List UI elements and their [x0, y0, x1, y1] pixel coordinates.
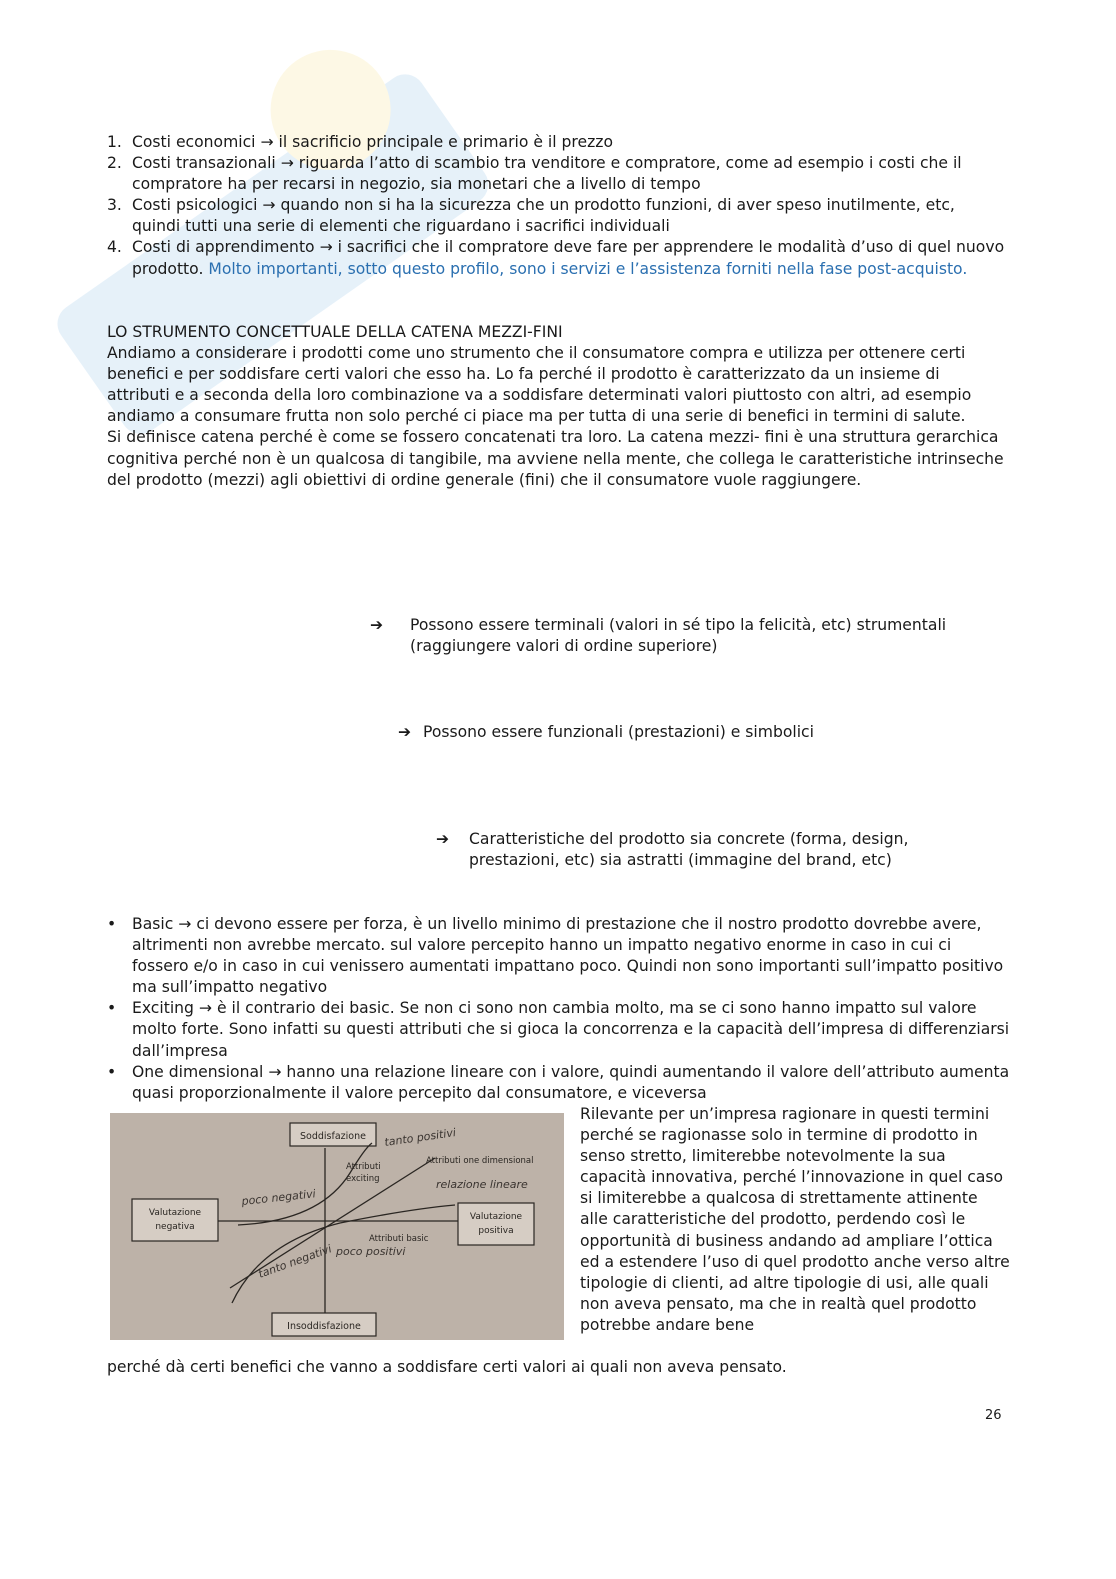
- handwritten-tanto-negativi: tanto negativi: [256, 1242, 334, 1281]
- list-item: [107, 195, 1007, 237]
- handwritten-tanto-positivi: tanto positivi: [383, 1126, 457, 1149]
- arrow-icon: →: [178, 915, 192, 933]
- kano-diagram: [110, 1113, 564, 1340]
- list-item: [107, 914, 1012, 998]
- list-item-label: Costi transazionali: [132, 154, 276, 173]
- kano-diagram-photo: [110, 1113, 564, 1340]
- list-number: 3.: [107, 196, 122, 215]
- bullet-icon: •: [107, 915, 117, 933]
- label-attributi-exciting-2: exciting: [346, 1174, 380, 1184]
- highlighted-note: Molto importanti, sotto questo profilo, sono i servizi e l’assistenza forniti nella fase post-acquisto.: [208, 259, 968, 278]
- list-item-label: Costi di apprendimento: [132, 238, 315, 257]
- arrow-note: [436, 829, 956, 871]
- paragraph: Andiamo a considerare i prodotti come uno strumento che il consumatore compra e utilizza per ottenere certi benefici e per soddisfare certi valori che esso ha. Lo fa perché il prodotto è caratterizzato da un insieme di attributi e a seconda della loro combinazione va a soddisfare determinati valori piuttosto con altri, ad esempio andiamo a consumare frutta non solo perché ci piace ma per tutta di una serie di benefici in termini di salute.: [107, 344, 972, 426]
- arrow-icon: →: [280, 154, 294, 173]
- list-item: [107, 237, 1007, 279]
- arrow-icon: ➔: [370, 616, 384, 634]
- label-valutazione-positiva-1: Valutazione: [469, 1212, 523, 1222]
- list-item-text: il sacrificio principale e primario è il prezzo: [278, 133, 613, 151]
- list-item-label: One dimensional: [132, 1062, 264, 1081]
- list-item-text: hanno una relazione lineare con i valore, quindi aumentando il valore dell’attributo aumenta quasi proporzionalmente il valore percepito dal consumatore, e viceversa: [132, 1062, 1010, 1102]
- arrow-note-text: Possono essere funzionali (prestazioni) e simbolici: [423, 723, 814, 741]
- handwritten-poco-positivi: poco positivi: [336, 1245, 406, 1258]
- section-heading: LO STRUMENTO CONCETTUALE DELLA CATENA MEZZI-FINI: [107, 323, 563, 341]
- arrow-icon: →: [268, 1062, 282, 1081]
- arrow-icon: →: [260, 133, 274, 151]
- list-item-label: Basic: [132, 915, 174, 933]
- label-attributi-one-dimensional: Attributi one dimensional: [426, 1156, 534, 1166]
- list-item-text: ci devono essere per forza, è un livello minimo di prestazione che il nostro prodotto dovrebbe avere, altrimenti non avrebbe mercato. sul valore percepito hanno un impatto negativo enorme in caso in cui ci fossero e/o in caso in cui venissero aumentati impattano poco. Quindi non sono importanti sull’impatto positivo ma sull’impatto negativo: [132, 915, 1004, 997]
- section-catena: [107, 322, 1007, 491]
- label-valutazione-negativa-2: negativa: [155, 1222, 195, 1232]
- closing-line: perché dà certi benefici che vanno a soddisfare certi valori ai quali non aveva pensato.: [107, 1358, 787, 1376]
- list-item-text: i sacrifici che il compratore deve fare per apprendere le modalità d’uso di quel nuovo prodotto.: [132, 238, 1005, 278]
- attribute-types-list: [107, 914, 1012, 1104]
- arrow-icon: →: [319, 238, 333, 257]
- arrow-note: [398, 722, 998, 743]
- list-number: 2.: [107, 154, 122, 173]
- list-item-text: riguarda l’atto di scambio tra venditore e compratore, come ad esempio i costi che il compratore ha per recarsi in negozio, sia monetari che a livello di tempo: [132, 154, 962, 194]
- side-paragraph: Rilevante per un’impresa ragionare in questi termini perché se ragionasse solo in termine di prodotto in senso stretto, limiterebbe notevolmente la sua capacità innovativa, perché l’innovazione in quel caso si limiterebbe a qualcosa di strettamente attinente alle caratteristiche del prodotto, perdendo così le opportunità di business andando ad ampliare l’ottica ed a estendere l’uso di quel prodotto anche verso altre tipologie di clienti, ad altre tipologie di usi, alle quali non aveva pensato, ma che in realtà quel prodotto potrebbe andare bene: [580, 1105, 1010, 1334]
- label-insoddisfazione: Insoddisfazione: [287, 1321, 361, 1332]
- list-item-label: Exciting: [132, 999, 194, 1018]
- label-attributi-exciting-1: Attributi: [346, 1162, 381, 1172]
- list-item-label: Costi economici: [132, 133, 256, 151]
- arrow-note-text: Caratteristiche del prodotto sia concrete (forma, design, prestazioni, etc) sia astratti (immagine del brand, etc): [469, 830, 909, 870]
- list-item-label: Costi psicologici: [132, 196, 258, 215]
- list-item: [107, 1062, 1012, 1104]
- paragraph: Si definisce catena perché è come se fossero concatenati tra loro. La catena mezzi- fini è una struttura gerarchica cognitiva perché non è un qualcosa di tangibile, ma avviene nella mente, che collega le caratteristiche intrinseche del prodotto (mezzi) agli obiettivi di ordine generale (fini) che il consumatore vuole raggiungere.: [107, 428, 1004, 489]
- bullet-icon: •: [107, 999, 117, 1018]
- label-attributi-basic: Attributi basic: [369, 1234, 429, 1244]
- label-valutazione-negativa-1: Valutazione: [148, 1208, 202, 1218]
- list-item: [107, 153, 1007, 195]
- arrow-note-text: Possono essere terminali (valori in sé tipo la felicità, etc) strumentali (raggiungere valori di ordine superiore): [410, 616, 947, 656]
- box-valutazione-positiva: [458, 1203, 534, 1245]
- arrow-icon: ➔: [436, 830, 450, 848]
- costs-list: [107, 132, 1007, 280]
- arrow-icon: ➔: [398, 723, 412, 741]
- page-number: 26: [985, 1408, 1002, 1423]
- handwritten-poco-negativi: poco negativi: [240, 1187, 317, 1208]
- label-valutazione-positiva-2: positiva: [478, 1226, 514, 1236]
- bullet-icon: •: [107, 1062, 117, 1081]
- list-item: [107, 998, 1012, 1061]
- list-number: 1.: [107, 133, 122, 151]
- list-item-text: quando non si ha la sicurezza che un prodotto funzioni, di aver speso inutilmente, etc, quindi tutti una serie di elementi che riguardano i sacrifici individuali: [132, 196, 955, 236]
- list-number: 4.: [107, 238, 122, 257]
- arrow-note: [370, 615, 1000, 657]
- label-soddisfazione: Soddisfazione: [300, 1131, 366, 1142]
- arrow-icon: →: [262, 196, 276, 215]
- list-item: [107, 132, 1007, 153]
- handwritten-relazione-lineare: relazione lineare: [436, 1178, 528, 1191]
- box-valutazione-negativa: [132, 1199, 218, 1241]
- list-item-text: è il contrario dei basic. Se non ci sono non cambia molto, ma se ci sono hanno impatto sul valore molto forte. Sono infatti su questi attributi che si gioca la concorrenza e la capacità dell’impresa di differenziarsi dall’impresa: [132, 999, 1010, 1060]
- arrow-icon: →: [198, 999, 212, 1018]
